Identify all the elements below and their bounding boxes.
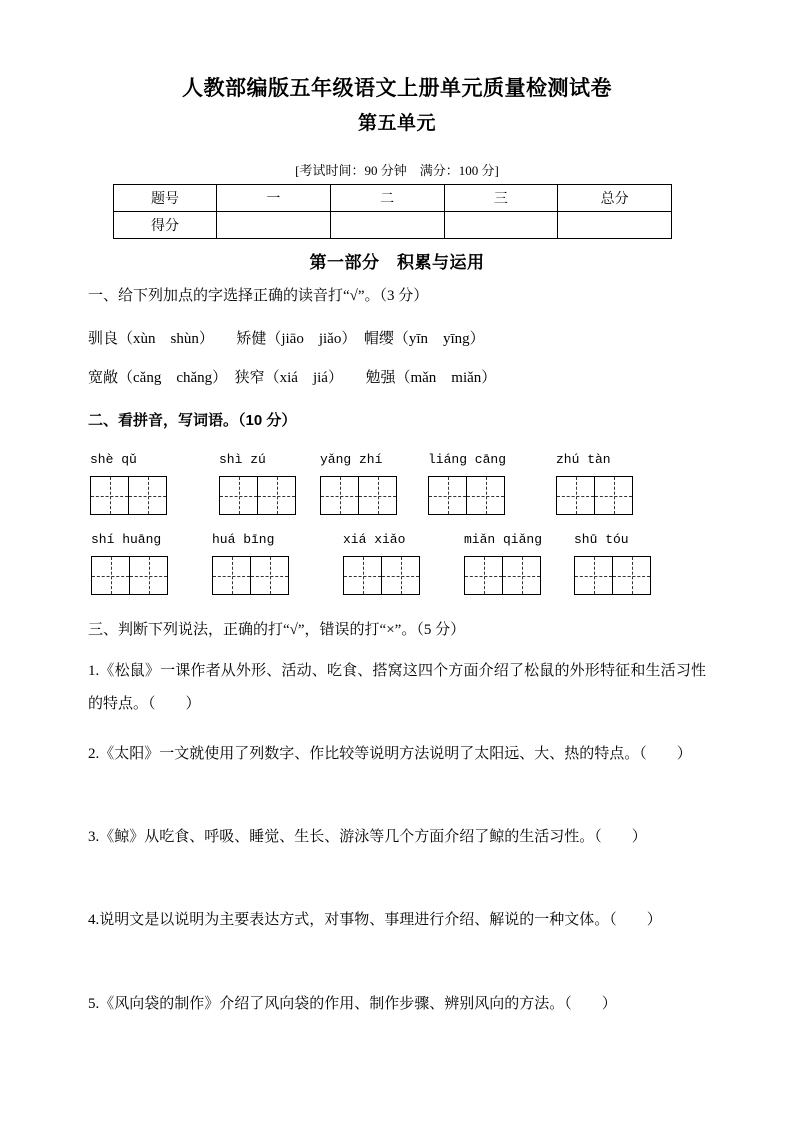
tianzige-cell[interactable]	[429, 477, 467, 514]
score-cell-total[interactable]	[558, 212, 672, 239]
score-cell-1[interactable]	[217, 212, 331, 239]
row-label-question-number: 题号	[114, 185, 217, 212]
tianzige-box[interactable]	[428, 476, 505, 515]
list-item: 1.《松鼠》一课作者从外形、活动、吃食、搭窝这四个方面介绍了松鼠的外形特征和生活习性的特点。（ ）	[88, 663, 706, 712]
tianzige-box[interactable]	[91, 556, 168, 595]
question-1-line-2: 宽敞（cǎng chǎng） 狭窄（xiá jiá） 勉强（mǎn miǎn）	[88, 370, 497, 386]
table-row	[114, 212, 672, 239]
tianzige-box[interactable]	[212, 556, 289, 595]
question-3-heading: 三、判断下列说法，正确的打“√”，错误的打“×”。（5 分）	[88, 622, 466, 638]
tianzige-cell[interactable]	[382, 557, 419, 594]
tianzige-cell[interactable]	[213, 557, 251, 594]
pinyin-label: shì zú	[219, 452, 266, 467]
tianzige-cell[interactable]	[503, 557, 540, 594]
tianzige-cell[interactable]	[467, 477, 504, 514]
pinyin-label: liáng cāng	[428, 452, 507, 467]
tianzige-box[interactable]	[90, 476, 167, 515]
tianzige-cell[interactable]	[595, 477, 632, 514]
list-item: 3.《鲸》从吃食、呼吸、睡觉、生长、游泳等几个方面介绍了鲸的生活习性。（ ）	[88, 829, 647, 845]
tianzige-cell[interactable]	[220, 477, 258, 514]
tianzige-cell[interactable]	[575, 557, 613, 594]
score-cell-3[interactable]	[444, 212, 558, 239]
tianzige-box[interactable]	[320, 476, 397, 515]
pinyin-label: miǎn qiǎng	[464, 532, 543, 547]
list-item: 2.《太阳》一文就使用了列数字、作比较等说明方法说明了太阳远、大、热的特点。（ ）	[88, 746, 692, 762]
tianzige-cell[interactable]	[258, 477, 295, 514]
tianzige-cell[interactable]	[613, 557, 650, 594]
tianzige-cell[interactable]	[359, 477, 396, 514]
score-col-header-total: 总分	[558, 185, 672, 212]
tianzige-cell[interactable]	[130, 557, 167, 594]
part-one-heading: 第一部分 积累与运用	[309, 253, 485, 272]
score-table	[113, 184, 672, 239]
pinyin-label: shū tóu	[574, 532, 629, 547]
table-row	[114, 185, 672, 212]
pinyin-label: xiá xiǎo	[343, 532, 406, 547]
list-item: 4.说明文是以说明为主要表达方式，对事物、事理进行介绍、解说的一种文体。（ ）	[88, 912, 662, 928]
tianzige-box[interactable]	[556, 476, 633, 515]
tianzige-box[interactable]	[219, 476, 296, 515]
score-col-header-3: 三	[444, 185, 558, 212]
tianzige-box[interactable]	[464, 556, 541, 595]
unit-subtitle: 第五单元	[357, 113, 436, 134]
tianzige-cell[interactable]	[465, 557, 503, 594]
pinyin-label: shè qǔ	[90, 452, 137, 467]
tianzige-cell[interactable]	[92, 557, 130, 594]
pinyin-label: huá bīng	[212, 532, 275, 547]
tianzige-cell[interactable]	[344, 557, 382, 594]
question-1-heading: 一、给下列加点的字选择正确的读音打“√”。（3 分）	[88, 288, 429, 304]
tianzige-cell[interactable]	[251, 557, 288, 594]
list-item: 5.《风向袋的制作》介绍了风向袋的作用、制作步骤、辨别风向的方法。（ ）	[88, 996, 617, 1012]
pinyin-label: zhú tàn	[556, 452, 611, 467]
score-col-header-1: 一	[217, 185, 331, 212]
pinyin-label: shí huāng	[91, 532, 162, 547]
page-title: 人教部编版五年级语文上册单元质量检测试卷	[182, 77, 612, 100]
row-label-score: 得分	[114, 212, 217, 239]
tianzige-cell[interactable]	[557, 477, 595, 514]
tianzige-cell[interactable]	[91, 477, 129, 514]
tianzige-cell[interactable]	[321, 477, 359, 514]
tianzige-box[interactable]	[343, 556, 420, 595]
question-1-line-1: 驯良（xùn shùn） 矫健（jiāo jiǎo） 帽缨（yīn yīng）	[88, 331, 485, 347]
tianzige-box[interactable]	[574, 556, 651, 595]
score-col-header-2: 二	[330, 185, 444, 212]
score-cell-2[interactable]	[330, 212, 444, 239]
pinyin-label: yǎng zhí	[320, 452, 383, 467]
exam-info-line: [考试时间：90 分钟 满分：100 分]	[295, 163, 499, 178]
question-2-heading: 二、看拼音，写词语。（10 分）	[88, 412, 297, 429]
tianzige-cell[interactable]	[129, 477, 166, 514]
